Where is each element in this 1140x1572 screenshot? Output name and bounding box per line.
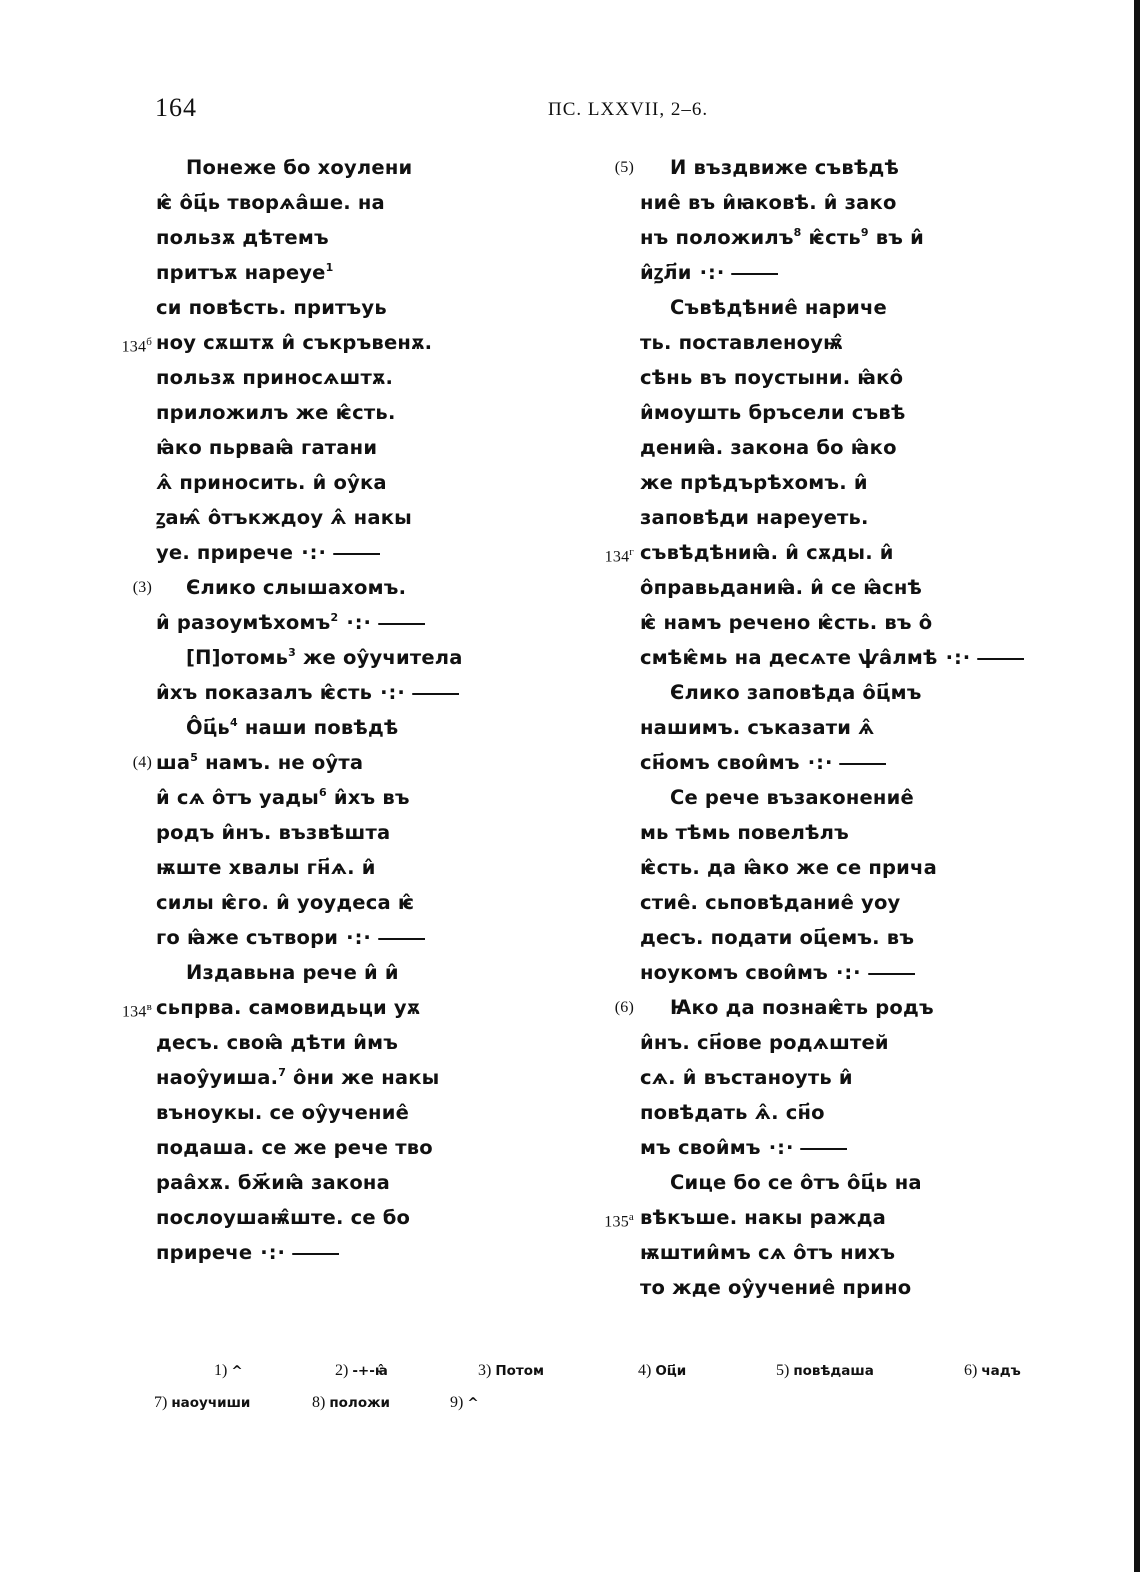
footnote-ref: 5 [190, 751, 199, 764]
footnote: 5) повѣдаша [776, 1362, 874, 1379]
footnote: 3) Потом [478, 1362, 545, 1379]
text-line [640, 325, 1060, 360]
text-line [156, 535, 476, 570]
text-line [614, 990, 1060, 1025]
line-text: ть. поставленоуѭ̂ [640, 331, 843, 354]
text-line [156, 640, 476, 675]
line-text: приложилъ же ѥ̂сть. [156, 401, 396, 424]
line-text: наоу̂уиша.$^7$ о̂ни же накы [156, 1066, 440, 1089]
line-text: же прѣдърѣхомъ. и̂ [640, 471, 868, 494]
line-text: послоушаѭ̂ште. се бо [156, 1206, 411, 1229]
line-text: и̂моушть бръсели съвѣ [640, 401, 906, 424]
text-line [156, 1060, 476, 1095]
line-text: Понеже бо хоулени [186, 156, 413, 179]
verse-end-mark: ·:· [699, 261, 726, 284]
text-line [640, 290, 1060, 325]
line-text: ноу сѫштѫ и̂ съкръвенѫ. [156, 331, 433, 354]
text-line [156, 920, 476, 955]
text-line [156, 395, 476, 430]
footnote-ref: 6 [319, 786, 327, 799]
margin-marker: (6) [614, 999, 634, 1016]
verse-end-dash [292, 1253, 339, 1255]
text-line [640, 465, 1060, 500]
line-text: ѥ̂ намъ речено ѥ̂сть. въ о̂ [640, 611, 933, 634]
verse-end-mark: ·:· [835, 961, 862, 984]
line-text: о̂правьданиꙗ̂. и̂ се ꙗ̂снѣ [640, 576, 923, 599]
footnote-row [150, 1362, 1050, 1394]
line-text: нъ положилъ$^8$ ѥ̂сть$^9$ въ и̂ [640, 226, 924, 249]
footnote: 6) чадъ [964, 1362, 1021, 1379]
line-text: ꙁаѩ̂ о̂тъкждоу ѧ̂ накы [156, 506, 412, 529]
line-text: сѣнь въ поустыни. ꙗ̂ко̂ [640, 366, 904, 389]
footnotes [150, 1362, 1050, 1426]
line-text: уе. прирече ·:· [156, 541, 380, 564]
text-line [156, 955, 476, 990]
line-text: $ша^5$ намъ. не оу̂та [156, 751, 364, 774]
verse-end-mark: ·:· [380, 681, 406, 704]
line-text: Єлико слышахомъ. [186, 576, 407, 599]
text-line [640, 430, 1060, 465]
text-line [640, 500, 1060, 535]
verse-end-mark: ·:· [807, 751, 834, 774]
text-line [640, 920, 1060, 955]
line-text: ѭште хвалы гн҃ѧ. и̂ [156, 856, 376, 879]
line-text: Ꙗко да познаѥ̂ть родъ [670, 996, 934, 1019]
footnote-ref: 8 [793, 226, 802, 239]
text-line [156, 815, 476, 850]
footnote: 2) -+-ꙗ̂ [335, 1362, 388, 1379]
text-line [156, 885, 476, 920]
line-text: притъѫ нареуе$^1$ [156, 261, 334, 284]
line-text: ноукомъ свои̂мъ ·:· [640, 961, 915, 984]
text-line [640, 640, 1060, 675]
line-text: нашимъ. съказати ѧ̂ [640, 716, 875, 739]
left-text-column [121, 150, 476, 1270]
verse-end-dash [378, 938, 425, 940]
page-edge-border [1134, 0, 1140, 1572]
text-line [604, 1200, 1060, 1235]
verse-end-mark: ·:· [346, 926, 372, 949]
text-line [640, 255, 1060, 290]
line-text: и̂ сѧ о̂тъ уады$^6$ и̂хъ въ [156, 786, 410, 809]
margin-marker: $134^в$ [121, 1001, 152, 1021]
text-line [156, 675, 476, 710]
margin-marker: $135^а$ [604, 1211, 634, 1231]
text-line [156, 1165, 476, 1200]
line-text: Се рече възаконение̂ [670, 786, 914, 809]
verse-end-mark: ·:· [301, 541, 327, 564]
text-line [156, 290, 476, 325]
text-line [640, 815, 1060, 850]
text-line [640, 1095, 1060, 1130]
line-text: ние̂ въ и̂ꙗковѣ. и̂ закo [640, 191, 897, 214]
line-text: [П]отомь$^3$ же оу̂учитела [186, 646, 463, 669]
text-line [604, 535, 1060, 570]
footnote-ref: 1 [325, 261, 334, 274]
text-line [156, 1130, 476, 1165]
text-line [156, 605, 476, 640]
verse-end-dash [839, 763, 886, 765]
line-text: стие̂. сьповѣдание̂ уоу [640, 891, 901, 914]
line-text: ѭштии̂мъ сѧ о̂тъ нихъ [640, 1241, 896, 1264]
line-text: ꙗ̂ко пьрваꙗ̂ гатани [156, 436, 378, 459]
text-line [121, 990, 476, 1025]
text-line [640, 1270, 1060, 1305]
line-text: десъ. своꙗ̂ дѣти и̂мъ [156, 1031, 399, 1054]
verse-end-dash [868, 973, 915, 975]
text-line [156, 850, 476, 885]
verse-end-mark: ·:· [346, 611, 372, 634]
running-head: ПС. LXXVII, 2–6. [548, 99, 709, 120]
line-text: силы ѥ̂го. и̂ уоудеса ѥ̂ [156, 891, 415, 914]
text-line [640, 1165, 1060, 1200]
line-text: съвѣдѣниꙗ̂. и̂ сѫды. и̂ [640, 541, 894, 564]
text-line [156, 1235, 476, 1270]
line-text: И въздвиже съвѣдѣ [670, 156, 900, 179]
text-line [640, 570, 1060, 605]
line-text: мъ свои̂мъ ·:· [640, 1136, 847, 1159]
verse-end-mark: ·:· [260, 1241, 286, 1264]
text-line [640, 1060, 1060, 1095]
text-line [640, 885, 1060, 920]
footnote: 4) Оц҃и [638, 1362, 687, 1379]
footnote: 9) ^ [450, 1394, 479, 1411]
footnote-ref: 2 [330, 611, 339, 624]
text-line [640, 780, 1060, 815]
page-number: 164 [155, 93, 197, 122]
text-line [156, 1025, 476, 1060]
line-text: мь тѣмь повелѣлъ [640, 821, 849, 844]
text-line [156, 710, 476, 745]
line-text: ѥ̂ о̂ц҃ь творѧа̂ше. на [156, 191, 385, 214]
footnote-row [150, 1394, 1050, 1426]
line-text: и̂хъ показалъ ѥ̂сть ·:· [156, 681, 459, 704]
text-line [640, 745, 1060, 780]
line-text: подаша. се же рече тво [156, 1136, 433, 1159]
verse-end-mark: ·:· [945, 646, 972, 669]
text-line [156, 1095, 476, 1130]
margin-marker: (4) [132, 754, 152, 771]
line-text: и̂ꙁл҃и ·:· [640, 261, 778, 284]
text-line [156, 255, 476, 290]
margin-marker: (5) [614, 159, 634, 176]
line-text: въноукы. се оу̂учение̂ [156, 1101, 410, 1124]
line-text: ѥ̂сть. да ꙗ̂ко же се прича [640, 856, 937, 879]
text-line [640, 710, 1060, 745]
line-text: сн҃омъ свои̂мъ ·:· [640, 751, 886, 774]
text-line [132, 745, 476, 780]
text-line [614, 150, 1060, 185]
text-line [640, 955, 1060, 990]
text-line [121, 325, 476, 360]
line-text: Сице бо се о̂тъ о̂ц҃ь на [670, 1171, 922, 1194]
line-text: десъ. подати оц҃емъ. въ [640, 926, 915, 949]
right-text-column [604, 150, 1060, 1305]
footnote-ref: 4 [229, 716, 238, 729]
line-text: вѣкъше. накы ражда [640, 1206, 887, 1229]
line-text: повѣдать ѧ̂. сн҃о [640, 1101, 825, 1124]
line-text: пользѫ приносѧштѫ. [156, 366, 394, 389]
text-line [156, 150, 476, 185]
line-text: дениꙗ̂. закона бо ꙗ̂ко [640, 436, 897, 459]
margin-marker: $134^г$ [604, 546, 634, 566]
verse-end-dash [731, 273, 778, 275]
verse-end-dash [378, 623, 425, 625]
text-line [156, 1200, 476, 1235]
line-text: си повѣсть. притъуь [156, 296, 387, 319]
margin-marker: $134^б$ [121, 336, 152, 356]
footnote: 1) ^ [214, 1362, 243, 1379]
line-text: пользѫ дѣтемъ [156, 226, 329, 249]
line-text: Съвѣдѣние̂ нариче [670, 296, 887, 319]
line-text: родъ и̂нъ. възвѣшта [156, 821, 391, 844]
text-line [640, 220, 1060, 255]
verse-end-dash [333, 553, 380, 555]
footnote-ref: 9 [860, 226, 869, 239]
text-line [156, 430, 476, 465]
line-text: сьпрва. самовидьци уѫ [156, 996, 421, 1019]
text-line [640, 1130, 1060, 1165]
line-text: го ꙗ̂же сътвори ·:· [156, 926, 425, 949]
text-line [156, 220, 476, 255]
text-line [640, 675, 1060, 710]
footnote: 7) наоучиши [154, 1394, 251, 1411]
footnote-ref: 3 [288, 646, 296, 659]
text-line [132, 570, 476, 605]
line-text: и̂нъ. сн҃ове родѧштей [640, 1031, 889, 1054]
text-line [156, 360, 476, 395]
line-text: Єлико заповѣда о̂ц҃мъ [670, 681, 922, 704]
line-text: $О̂ц҃ь^4$ наши повѣдѣ [186, 716, 399, 739]
line-text: ѧ̂ приносить. и̂ оу̂ка [156, 471, 387, 494]
margin-marker: (3) [132, 579, 152, 596]
line-text: сѧ. и̂ въстаноуть и̂ [640, 1066, 853, 1089]
line-text: раа̂хѫ. бж҃иꙗ̂ закона [156, 1171, 390, 1194]
verse-end-dash [412, 693, 459, 695]
footnote-ref: 7 [278, 1066, 287, 1079]
text-line [156, 185, 476, 220]
line-text: и̂ разоумѣхомъ$^2$ ·:· [156, 611, 425, 634]
line-text: заповѣди нарeуеть. [640, 506, 869, 529]
text-line [640, 185, 1060, 220]
line-text: то жде оу̂учение̂ прино [640, 1276, 912, 1299]
verse-end-dash [800, 1148, 847, 1150]
text-line [156, 780, 476, 815]
text-line [640, 1235, 1060, 1270]
verse-end-mark: ·:· [768, 1136, 795, 1159]
text-line [640, 850, 1060, 885]
text-line [640, 605, 1060, 640]
line-text: Издавьна рече и̂ и̂ [186, 961, 399, 984]
text-line [640, 1025, 1060, 1060]
footnote: 8) положи [312, 1394, 390, 1411]
text-line [640, 360, 1060, 395]
text-line [156, 465, 476, 500]
verse-end-dash [977, 658, 1024, 660]
line-text: смѣѥ̂мь на десѧте ѱа̂лмѣ ·:· [640, 646, 1024, 669]
text-line [640, 395, 1060, 430]
line-text: прирече ·:· [156, 1241, 339, 1264]
text-line [156, 500, 476, 535]
